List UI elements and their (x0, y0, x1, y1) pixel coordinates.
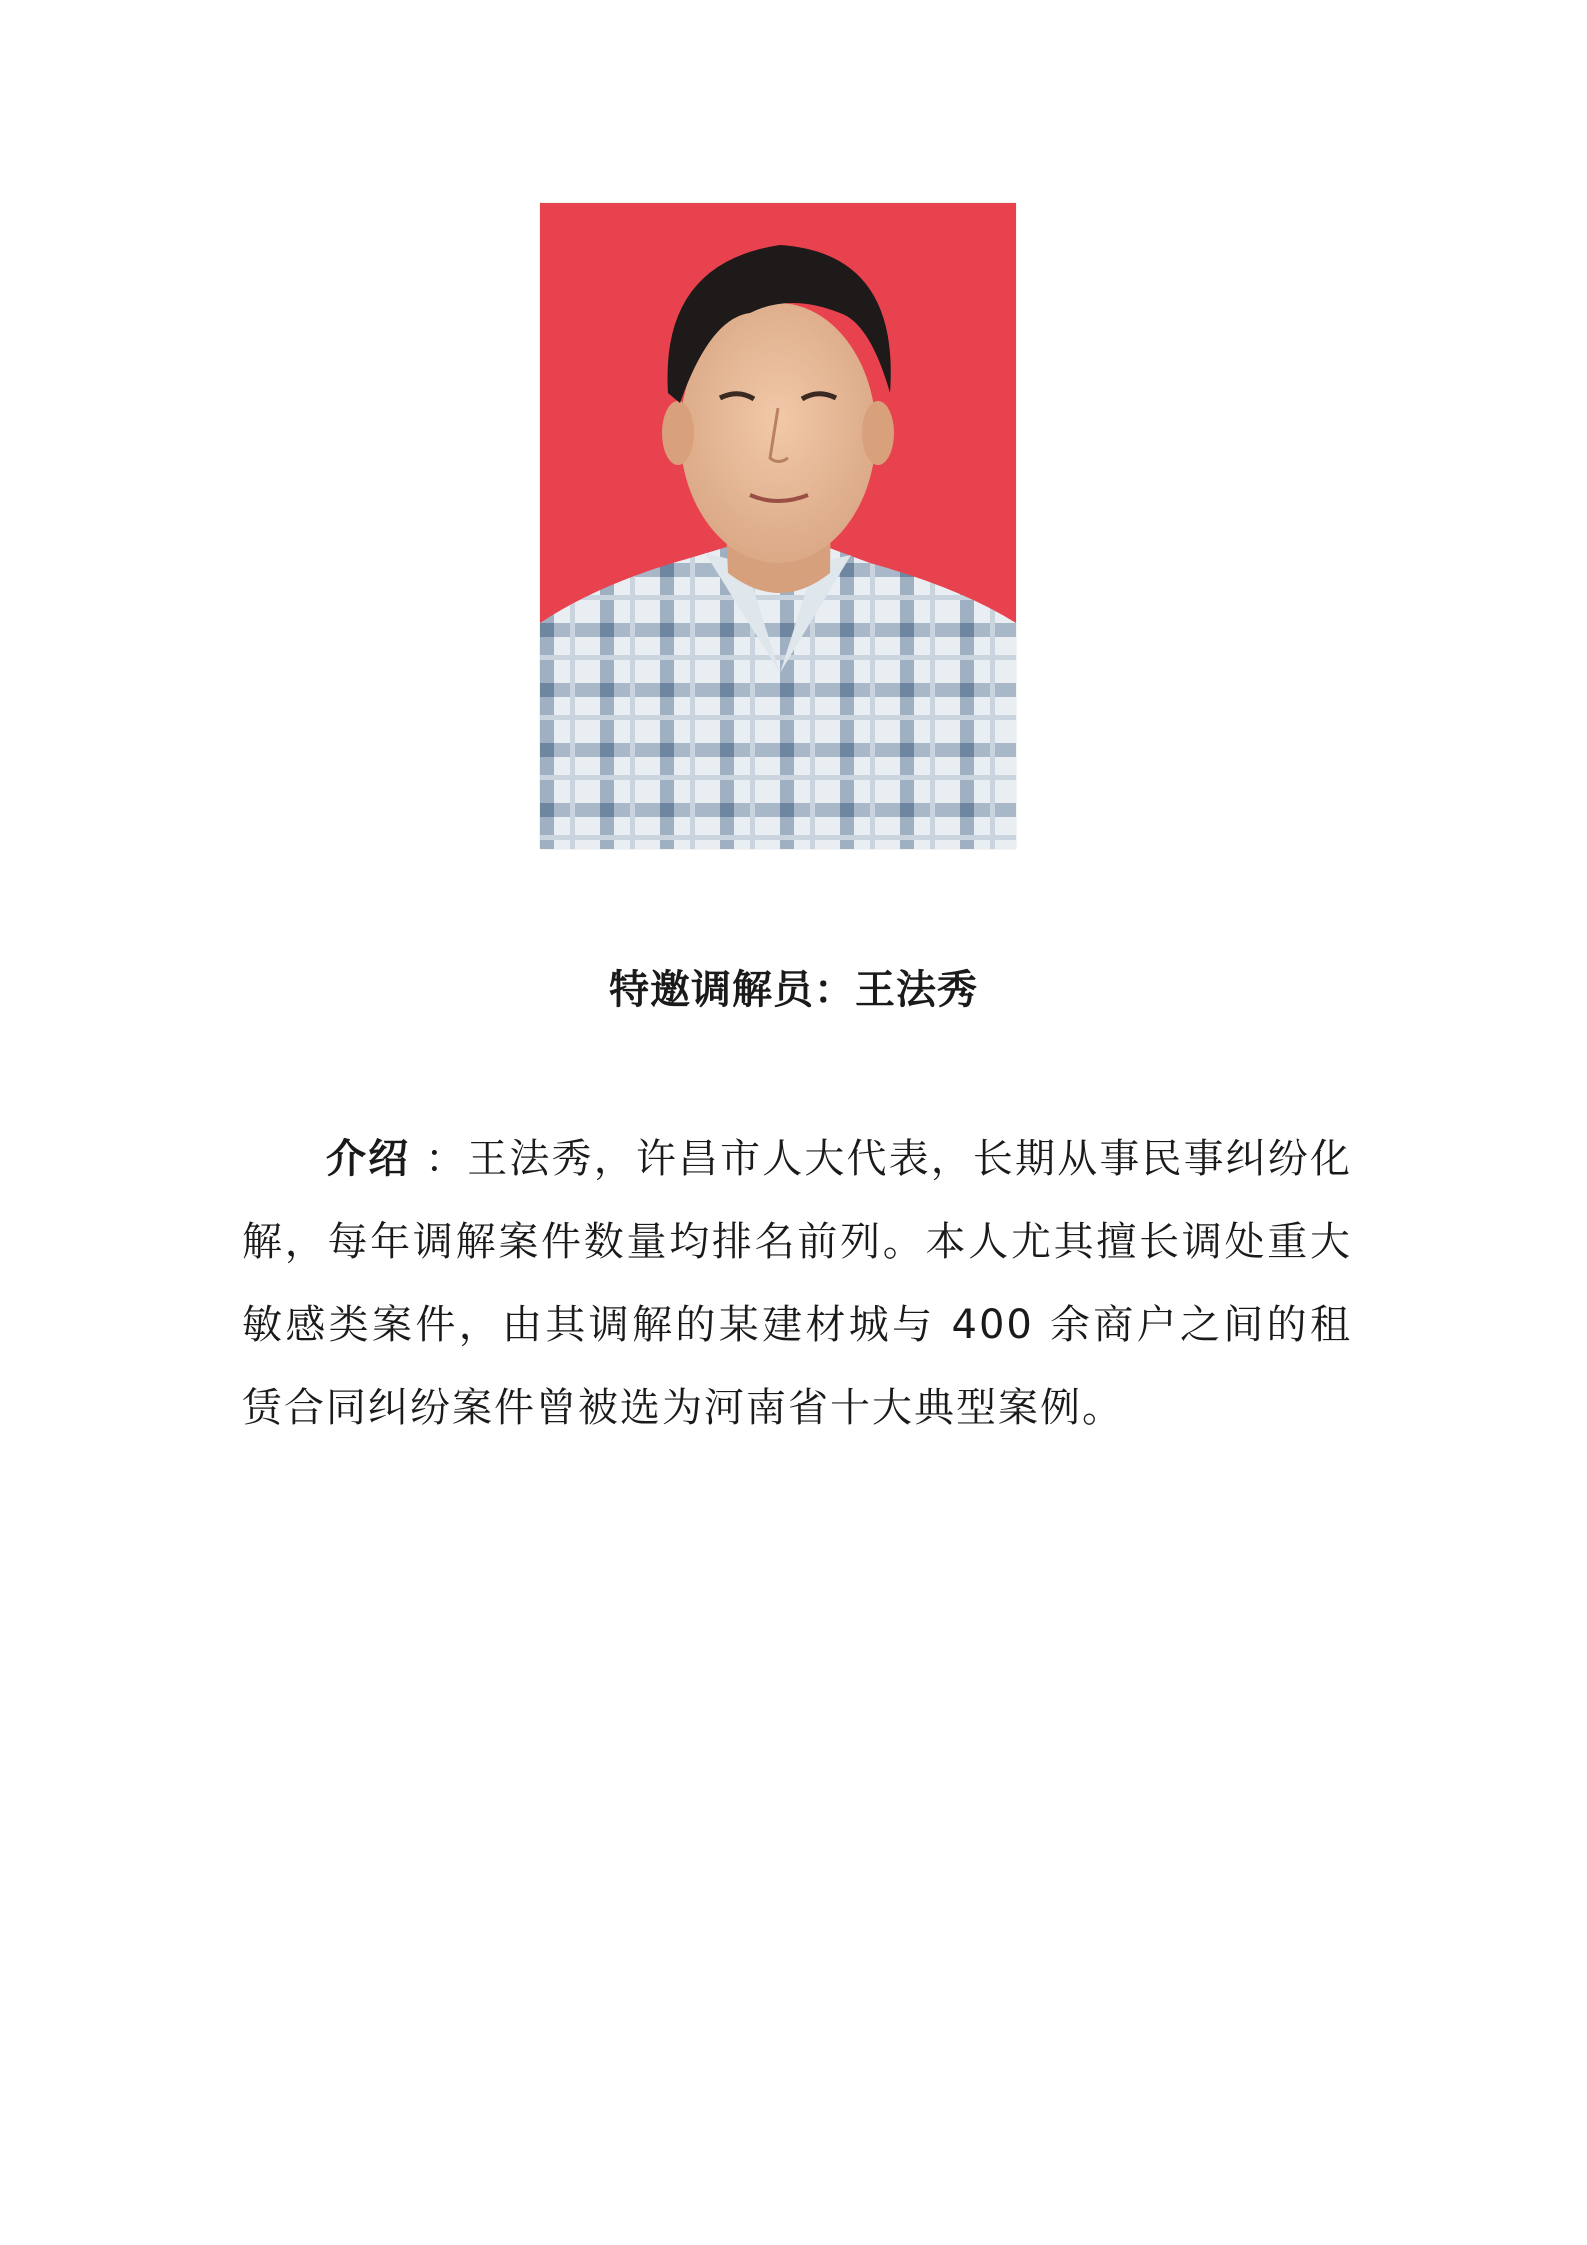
portrait-photo (540, 203, 1016, 849)
intro-label: 介绍 (326, 1136, 411, 1182)
intro-separator: ： (410, 1136, 468, 1182)
portrait-image (540, 203, 1016, 849)
introduction-paragraph (242, 1118, 1352, 1450)
page-title: 特邀调解员：王法秀 (609, 967, 978, 1013)
intro-text: 王法秀，许昌市人大代表，长期从事民事纠纷化解，每年调解案件数量均排名前列。本人尤其擅长调处重大敏感类案件，由其调解的某建材城与 400 余商户之间的租赁合同纠纷案件曾被选为河南省十大典型案例。 (242, 1136, 1353, 1431)
